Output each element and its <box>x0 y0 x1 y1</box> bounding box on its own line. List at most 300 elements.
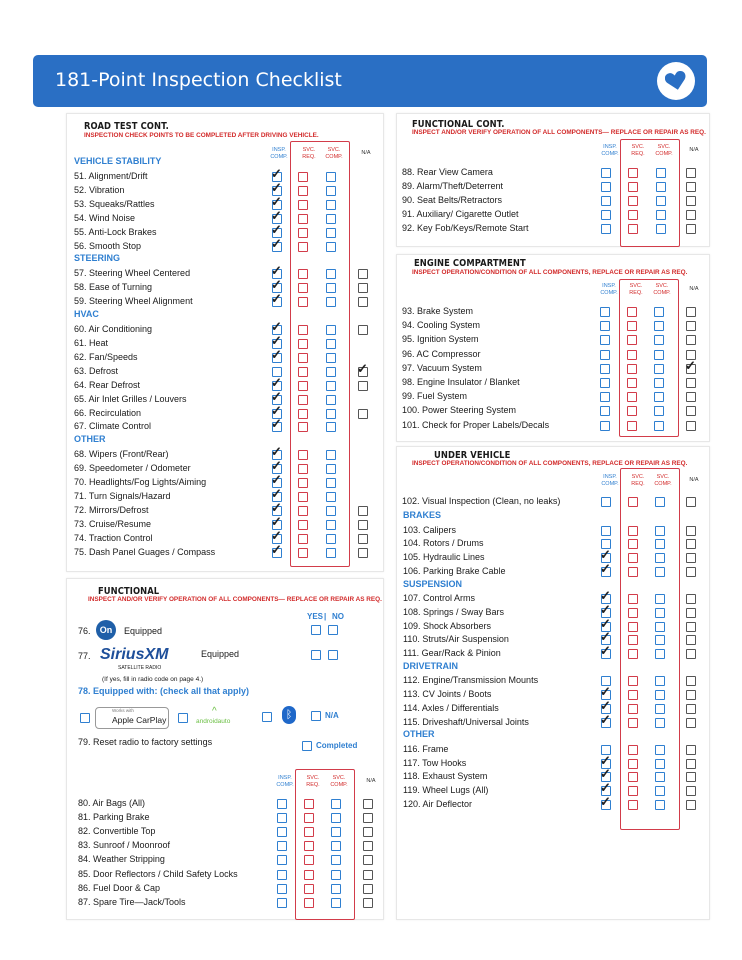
functional-item-7-svc-req-checkbox[interactable] <box>304 898 314 908</box>
functional-cont-item-2-svc-req-checkbox[interactable] <box>628 196 638 206</box>
under-vehicle-item-1-2-na-checkbox[interactable] <box>686 622 696 632</box>
functional-cont-item-0-insp-checkbox[interactable] <box>601 168 611 178</box>
engine-item-8-svc-req-checkbox[interactable] <box>627 421 637 431</box>
road-test-item-2-4-label: 64. Rear Defrost <box>74 379 141 390</box>
item-77-no-checkbox[interactable] <box>328 650 338 660</box>
road-test-item-3-7-na-checkbox[interactable] <box>358 548 368 558</box>
under-vehicle-item-1-2-svc-comp-checkbox[interactable] <box>655 622 665 632</box>
functional-item-0-insp-checkbox[interactable] <box>277 799 287 809</box>
road-test-item-3-2-svc-req-checkbox[interactable] <box>298 478 308 488</box>
road-test-item-0-5-svc-req-checkbox[interactable] <box>298 242 308 252</box>
under-vehicle-item-2-0-svc-req-checkbox[interactable] <box>628 676 638 686</box>
under-vehicle-item-0-2-label: 105. Hydraulic Lines <box>403 552 485 563</box>
under-vehicle-item-3-4-svc-req-checkbox[interactable] <box>628 800 638 810</box>
under-vehicle-item-2-3-svc-comp-checkbox[interactable] <box>655 718 665 728</box>
under-vehicle-item-3-4-svc-comp-checkbox[interactable] <box>655 800 665 810</box>
under-vehicle-item-2-2-insp-check-mark-icon: ✓ <box>600 697 611 713</box>
under-vehicle-item-2-1-insp-check-mark-icon: ✓ <box>600 684 611 700</box>
under-vehicle-item-1-4-na-checkbox[interactable] <box>686 649 696 659</box>
road-test-item-3-4-label: 72. Mirrors/Defrost <box>74 504 149 515</box>
engine-item-6-na-checkbox[interactable] <box>686 392 696 402</box>
functional-item-5-insp-checkbox[interactable] <box>277 870 287 880</box>
under-vehicle-item-0-3-svc-req-checkbox[interactable] <box>628 567 638 577</box>
functional-item-7-svc-comp-checkbox[interactable] <box>331 898 341 908</box>
road-test-item-2-0-svc-comp-checkbox[interactable] <box>326 325 336 335</box>
road-test-item-3-0-svc-req-checkbox[interactable] <box>298 450 308 460</box>
functional-cont-item-0-svc-req-checkbox[interactable] <box>628 168 638 178</box>
road-test-item-2-2-label: 62. Fan/Speeds <box>74 351 138 362</box>
under-vehicle-item-1-0-label: 107. Control Arms <box>403 593 476 604</box>
under-vehicle-item-0-2-na-checkbox[interactable] <box>686 553 696 563</box>
under-vehicle-title: UNDER VEHICLE <box>434 450 511 461</box>
under-vehicle-item-3-3-na-checkbox[interactable] <box>686 786 696 796</box>
under-vehicle-item-3-1-na-checkbox[interactable] <box>686 759 696 769</box>
road-test-item-0-2-insp-check-mark-icon: ✓ <box>271 193 282 209</box>
under-vehicle-item-1-3-svc-comp-checkbox[interactable] <box>655 635 665 645</box>
road-test-item-2-2-svc-comp-checkbox[interactable] <box>326 353 336 363</box>
engine-item-5-na-checkbox[interactable] <box>686 378 696 388</box>
under-vehicle-item-1-3-svc-req-checkbox[interactable] <box>628 635 638 645</box>
android-auto-checkbox[interactable] <box>178 713 188 723</box>
road-test-item-0-4-svc-comp-checkbox[interactable] <box>326 228 336 238</box>
under-vehicle-item-2-0-svc-comp-checkbox[interactable] <box>655 676 665 686</box>
under-vehicle-item-1-2-label: 109. Shock Absorbers <box>403 620 492 631</box>
functional-cont-item-0-label: 88. Rear View Camera <box>402 167 493 177</box>
under-vehicle-item-0-0-svc-req-checkbox[interactable] <box>628 526 638 536</box>
road-test-item-3-4-svc-comp-checkbox[interactable] <box>326 506 336 516</box>
road-test-item-0-0-insp-check-mark-icon: ✓ <box>271 166 282 181</box>
functional-item-2-insp-checkbox[interactable] <box>277 827 287 837</box>
under-vehicle-item-0-3-label: 106. Parking Brake Cable <box>403 565 506 576</box>
functional-cont-item-4-svc-comp-checkbox[interactable] <box>656 224 666 234</box>
completed-checkbox[interactable] <box>302 741 312 751</box>
functional-svc-req-col-header: SVC. REQ. <box>306 775 320 788</box>
engine-item-7-svc-req-checkbox[interactable] <box>627 406 637 416</box>
road-test-item-1-1-svc-req-checkbox[interactable] <box>298 283 308 293</box>
road-test-item-0-3-label: 54. Wind Noise <box>74 212 136 223</box>
functional-item-6-svc-comp-checkbox[interactable] <box>331 884 341 894</box>
road-test-item-1-2-svc-req-checkbox[interactable] <box>298 297 308 307</box>
road-test-item-2-1-svc-comp-checkbox[interactable] <box>326 339 336 349</box>
functional-item-0-svc-comp-checkbox[interactable] <box>331 799 341 809</box>
functional-cont-item-1-na-checkbox[interactable] <box>686 182 696 192</box>
road-test-item-3-7-svc-req-checkbox[interactable] <box>298 548 308 558</box>
under-vehicle-item-1-4-svc-req-checkbox[interactable] <box>628 649 638 659</box>
brand-heart-logo <box>657 62 695 100</box>
engine-na-col-header: N/A <box>689 286 699 292</box>
functional-item-6-label: 86. Fuel Door & Cap <box>78 882 161 893</box>
under-vehicle-subtitle: INSPECT OPERATION/CONDITION OF ALL COMPONENTS, REPLACE OR REPAIR AS REQ. <box>412 460 688 467</box>
functional-item-3-svc-req-checkbox[interactable] <box>304 841 314 851</box>
under-vehicle-item-2-3-svc-req-checkbox[interactable] <box>628 718 638 728</box>
under-vehicle-item-3-3-insp-check-mark-icon: ✓ <box>600 780 611 795</box>
under-vehicle-item-0-0-svc-comp-checkbox[interactable] <box>655 526 665 536</box>
engine-item-8-svc-comp-checkbox[interactable] <box>654 421 664 431</box>
under-vehicle-item-3-4-label: 120. Air Deflector <box>403 798 473 809</box>
road-test-item-3-6-na-checkbox[interactable] <box>358 534 368 544</box>
engine-item-3-insp-checkbox[interactable] <box>600 350 610 360</box>
under-vehicle-item-1-2-svc-req-checkbox[interactable] <box>628 622 638 632</box>
under-vehicle-item-3-3-svc-comp-checkbox[interactable] <box>655 786 665 796</box>
functional-item-7-na-checkbox[interactable] <box>363 898 373 908</box>
road-test-item-0-1-svc-comp-checkbox[interactable] <box>326 186 336 196</box>
road-test-item-1-2-svc-comp-checkbox[interactable] <box>326 297 336 307</box>
engine-item-7-insp-checkbox[interactable] <box>600 406 610 416</box>
functional-item-6-na-checkbox[interactable] <box>363 884 373 894</box>
engine-item-3-svc-comp-checkbox[interactable] <box>654 350 664 360</box>
road-test-item-2-5-svc-comp-checkbox[interactable] <box>326 395 336 405</box>
functional-item-6-svc-req-checkbox[interactable] <box>304 884 314 894</box>
functional-cont-na-col-header: N/A <box>689 147 699 153</box>
road-test-item-0-3-svc-comp-checkbox[interactable] <box>326 214 336 224</box>
under-vehicle-item-1-0-svc-req-checkbox[interactable] <box>628 594 638 604</box>
road-test-item-3-1-svc-comp-checkbox[interactable] <box>326 464 336 474</box>
road-test-item-3-7-insp-check-mark-icon: ✓ <box>271 541 282 557</box>
engine-item-3-svc-req-checkbox[interactable] <box>627 350 637 360</box>
functional-item-3-na-checkbox[interactable] <box>363 841 373 851</box>
engine-item-2-svc-comp-checkbox[interactable] <box>654 335 664 345</box>
functional-item-5-svc-comp-checkbox[interactable] <box>331 870 341 880</box>
item-77-yes-checkbox[interactable] <box>311 650 321 660</box>
engine-item-5-svc-req-checkbox[interactable] <box>627 378 637 388</box>
engine-item-1-svc-comp-checkbox[interactable] <box>654 321 664 331</box>
road-test-item-3-5-svc-comp-checkbox[interactable] <box>326 520 336 530</box>
engine-item-8-na-checkbox[interactable] <box>686 421 696 431</box>
under-vehicle-item-2-1-na-checkbox[interactable] <box>686 690 696 700</box>
functional-cont-item-1-svc-comp-checkbox[interactable] <box>656 182 666 192</box>
under-vehicle-item-102-svc-req-checkbox[interactable] <box>628 497 638 507</box>
road-test-item-3-5-svc-req-checkbox[interactable] <box>298 520 308 530</box>
under-vehicle-item-3-0-svc-req-checkbox[interactable] <box>628 745 638 755</box>
functional-item-4-na-checkbox[interactable] <box>363 855 373 865</box>
road-test-item-0-5-label: 56. Smooth Stop <box>74 240 142 251</box>
road-test-section-3: OTHER <box>74 434 106 445</box>
road-test-item-3-3-svc-comp-checkbox[interactable] <box>326 492 336 502</box>
onstar-logo: On <box>96 620 116 640</box>
sirius-note: (If yes, fill in radio code on page 4.) <box>102 676 204 683</box>
road-test-item-2-7-svc-req-checkbox[interactable] <box>298 422 308 432</box>
under-vehicle-item-1-0-svc-comp-checkbox[interactable] <box>655 594 665 604</box>
under-vehicle-item-1-1-label: 108. Springs / Sway Bars <box>403 606 505 617</box>
functional-cont-subtitle: INSPECT AND/OR VERIFY OPERATION OF ALL COMPONENTS— REPLACE OR REPAIR AS REQ. <box>412 129 706 136</box>
engine-item-2-label: 95. Ignition System <box>402 334 479 345</box>
road-test-item-0-1-label: 52. Vibration <box>74 184 125 195</box>
under-vehicle-section-1: SUSPENSION <box>403 578 463 589</box>
under-vehicle-item-0-3-na-checkbox[interactable] <box>686 567 696 577</box>
engine-item-8-insp-checkbox[interactable] <box>600 421 610 431</box>
under-vehicle-item-1-1-svc-req-checkbox[interactable] <box>628 608 638 618</box>
road-test-item-0-2-svc-comp-checkbox[interactable] <box>326 200 336 210</box>
road-test-item-3-1-insp-check-mark-icon: ✓ <box>271 458 282 474</box>
road-test-item-3-4-na-checkbox[interactable] <box>358 506 368 516</box>
under-vehicle-item-0-3-insp-check-mark-icon: ✓ <box>600 560 611 576</box>
under-vehicle-item-2-0-na-checkbox[interactable] <box>686 676 696 686</box>
under-vehicle-item-3-3-svc-req-checkbox[interactable] <box>628 786 638 796</box>
functional-item-1-label: 81. Parking Brake <box>78 812 150 823</box>
functional-cont-item-3-insp-checkbox[interactable] <box>601 210 611 220</box>
road-test-item-2-1-label: 61. Heat <box>74 338 109 348</box>
road-test-item-3-6-svc-req-checkbox[interactable] <box>298 534 308 544</box>
under-vehicle-item-3-4-na-checkbox[interactable] <box>686 800 696 810</box>
functional-cont-item-4-insp-checkbox[interactable] <box>601 224 611 234</box>
road-test-item-1-0-svc-req-checkbox[interactable] <box>298 269 308 279</box>
road-test-item-2-3-svc-req-checkbox[interactable] <box>298 367 308 377</box>
road-test-section-0: VEHICLE STABILITY <box>74 156 162 166</box>
engine-item-0-svc-comp-checkbox[interactable] <box>654 307 664 317</box>
road-test-item-2-6-svc-comp-checkbox[interactable] <box>326 409 336 419</box>
under-vehicle-item-3-0-na-checkbox[interactable] <box>686 745 696 755</box>
functional-cont-item-4-na-checkbox[interactable] <box>686 224 696 234</box>
bluetooth-checkbox[interactable] <box>262 712 272 722</box>
engine-item-7-svc-comp-checkbox[interactable] <box>654 406 664 416</box>
yes-label: YES <box>307 612 324 621</box>
road-test-item-0-5-insp-check-mark-icon: ✓ <box>271 235 282 251</box>
functional-cont-item-2-label: 90. Seat Belts/Retractors <box>402 194 503 205</box>
under-vehicle-item-0-0-na-checkbox[interactable] <box>686 526 696 536</box>
item-76-no-checkbox[interactable] <box>328 625 338 635</box>
road-test-item-3-3-svc-req-checkbox[interactable] <box>298 492 308 502</box>
road-test-item-2-1-svc-req-checkbox[interactable] <box>298 339 308 349</box>
road-test-item-3-0-svc-comp-checkbox[interactable] <box>326 450 336 460</box>
functional-cont-item-3-svc-comp-checkbox[interactable] <box>656 210 666 220</box>
engine-item-5-insp-checkbox[interactable] <box>600 378 610 388</box>
functional-item-0-svc-req-checkbox[interactable] <box>304 799 314 809</box>
functional-item-5-svc-req-checkbox[interactable] <box>304 870 314 880</box>
android-auto-icon: ^ <box>212 706 217 717</box>
road-test-item-3-1-svc-req-checkbox[interactable] <box>298 464 308 474</box>
under-vehicle-item-1-1-svc-comp-checkbox[interactable] <box>655 608 665 618</box>
road-test-item-1-0-na-checkbox[interactable] <box>358 269 368 279</box>
functional-cont-item-1-insp-checkbox[interactable] <box>601 182 611 192</box>
under-vehicle-item-0-1-svc-req-checkbox[interactable] <box>628 539 638 549</box>
road-test-item-2-0-na-checkbox[interactable] <box>358 325 368 335</box>
functional-item-3-insp-checkbox[interactable] <box>277 841 287 851</box>
under-vehicle-item-3-2-svc-req-checkbox[interactable] <box>628 772 638 782</box>
road-test-item-2-6-insp-check-mark-icon: ✓ <box>271 402 282 418</box>
under-vehicle-item-0-3-svc-comp-checkbox[interactable] <box>655 567 665 577</box>
engine-item-2-svc-req-checkbox[interactable] <box>627 335 637 345</box>
engine-item-6-label: 99. Fuel System <box>402 391 468 402</box>
road-test-item-2-4-insp-check-mark-icon: ✓ <box>271 374 282 390</box>
under-vehicle-item-1-4-svc-comp-checkbox[interactable] <box>655 649 665 659</box>
road-test-item-0-2-svc-req-checkbox[interactable] <box>298 200 308 210</box>
under-vehicle-item-102-na-checkbox[interactable] <box>686 497 696 507</box>
under-vehicle-na-col-header: N/A <box>689 477 699 483</box>
road-test-item-1-1-label: 58. Ease of Turning <box>74 282 153 293</box>
functional-item-2-svc-req-checkbox[interactable] <box>304 827 314 837</box>
road-test-item-2-3-svc-comp-checkbox[interactable] <box>326 367 336 377</box>
road-test-item-3-2-svc-comp-checkbox[interactable] <box>326 478 336 488</box>
road-test-item-1-2-insp-check-mark-icon: ✓ <box>271 291 282 307</box>
under-vehicle-item-3-4-insp-check-mark-icon: ✓ <box>600 793 611 809</box>
functional-item-0-label: 80. Air Bags (All) <box>78 798 146 808</box>
road-test-item-2-4-svc-req-checkbox[interactable] <box>298 381 308 391</box>
road-test-item-2-6-na-checkbox[interactable] <box>358 409 368 419</box>
road-test-item-2-4-svc-comp-checkbox[interactable] <box>326 381 336 391</box>
under-vehicle-item-2-2-na-checkbox[interactable] <box>686 704 696 714</box>
road-test-item-2-7-svc-comp-checkbox[interactable] <box>326 422 336 432</box>
road-test-item-2-2-svc-req-checkbox[interactable] <box>298 353 308 363</box>
functional-cont-item-0-svc-comp-checkbox[interactable] <box>656 168 666 178</box>
functional-item-1-svc-req-checkbox[interactable] <box>304 813 314 823</box>
engine-item-4-svc-comp-checkbox[interactable] <box>654 364 664 374</box>
under-vehicle-item-0-0-label: 103. Calipers <box>403 524 457 535</box>
under-vehicle-item-3-0-svc-comp-checkbox[interactable] <box>655 745 665 755</box>
road-test-item-0-4-svc-req-checkbox[interactable] <box>298 228 308 238</box>
functional-item-1-insp-checkbox[interactable] <box>277 813 287 823</box>
engine-item-7-na-checkbox[interactable] <box>686 406 696 416</box>
road-test-item-1-1-svc-comp-checkbox[interactable] <box>326 283 336 293</box>
functional-cont-item-2-svc-comp-checkbox[interactable] <box>656 196 666 206</box>
road-test-item-2-0-insp-check-mark-icon: ✓ <box>271 319 282 335</box>
engine-item-0-svc-req-checkbox[interactable] <box>627 307 637 317</box>
functional-cont-item-1-svc-req-checkbox[interactable] <box>628 182 638 192</box>
road-test-na-col-header: N/A <box>361 150 371 156</box>
road-test-item-1-0-insp-check-mark-icon: ✓ <box>271 263 282 279</box>
road-test-item-3-5-na-checkbox[interactable] <box>358 520 368 530</box>
functional-item-7-label: 87. Spare Tire—Jack/Tools <box>78 896 186 907</box>
engine-title: ENGINE COMPARTMENT <box>414 258 526 269</box>
functional-item-4-svc-req-checkbox[interactable] <box>304 855 314 865</box>
functional-item-5-na-checkbox[interactable] <box>363 870 373 880</box>
na-radio-checkbox[interactable] <box>311 711 321 721</box>
functional-item-3-label: 83. Sunroof / Moonroof <box>78 840 171 851</box>
functional-cont-item-2-insp-checkbox[interactable] <box>601 196 611 206</box>
road-test-item-2-1-insp-check-mark-icon: ✓ <box>271 333 282 348</box>
functional-item-6-insp-checkbox[interactable] <box>277 884 287 894</box>
road-test-item-0-3-insp-check-mark-icon: ✓ <box>271 207 282 223</box>
siriusxm-logo-sub: SATELLITE RADIO <box>118 665 162 671</box>
under-vehicle-item-102-insp-checkbox[interactable] <box>601 497 611 507</box>
carplay-checkbox[interactable] <box>80 713 90 723</box>
under-vehicle-item-3-2-na-checkbox[interactable] <box>686 772 696 782</box>
functional-item-2-na-checkbox[interactable] <box>363 827 373 837</box>
road-test-item-3-6-svc-comp-checkbox[interactable] <box>326 534 336 544</box>
road-test-item-0-2-label: 53. Squeaks/Rattles <box>74 198 155 209</box>
under-vehicle-item-1-4-label: 111. Gear/Rack & Pinion <box>403 648 501 658</box>
under-vehicle-item-0-1-na-checkbox[interactable] <box>686 539 696 549</box>
engine-item-4-insp-checkbox[interactable] <box>600 364 610 374</box>
engine-item-2-insp-checkbox[interactable] <box>600 335 610 345</box>
road-test-item-3-4-svc-req-checkbox[interactable] <box>298 506 308 516</box>
under-vehicle-item-0-2-svc-comp-checkbox[interactable] <box>655 553 665 563</box>
road-test-item-2-6-svc-req-checkbox[interactable] <box>298 409 308 419</box>
under-vehicle-svc-comp-col-header: SVC. COMP. <box>654 474 672 487</box>
engine-item-2-na-checkbox[interactable] <box>686 335 696 345</box>
engine-item-1-svc-req-checkbox[interactable] <box>627 321 637 331</box>
functional-cont-item-1-label: 89. Alarm/Theft/Deterrent <box>402 180 504 191</box>
road-test-item-2-0-svc-req-checkbox[interactable] <box>298 325 308 335</box>
engine-item-1-na-checkbox[interactable] <box>686 321 696 331</box>
under-vehicle-item-102-svc-comp-checkbox[interactable] <box>655 497 665 507</box>
engine-item-0-na-checkbox[interactable] <box>686 307 696 317</box>
functional-item-4-insp-checkbox[interactable] <box>277 855 287 865</box>
under-vehicle-item-1-1-na-checkbox[interactable] <box>686 608 696 618</box>
engine-item-5-svc-comp-checkbox[interactable] <box>654 378 664 388</box>
road-test-item-3-0-label: 68. Wipers (Front/Rear) <box>74 449 169 460</box>
under-vehicle-item-3-1-label: 117. Tow Hooks <box>403 757 467 768</box>
under-vehicle-item-0-2-svc-req-checkbox[interactable] <box>628 553 638 563</box>
functional-cont-item-3-svc-req-checkbox[interactable] <box>628 210 638 220</box>
under-vehicle-insp-col-header: INSP. COMP. <box>601 474 619 487</box>
road-test-item-0-5-svc-comp-checkbox[interactable] <box>326 242 336 252</box>
engine-item-6-svc-req-checkbox[interactable] <box>627 392 637 402</box>
under-vehicle-item-2-3-na-checkbox[interactable] <box>686 718 696 728</box>
functional-item-3-svc-comp-checkbox[interactable] <box>331 841 341 851</box>
road-test-item-2-6-label: 66. Recirculation <box>74 407 142 418</box>
functional-item-5-label: 85. Door Reflectors / Child Safety Locks <box>78 868 238 879</box>
carplay-label: Apple CarPlay <box>112 715 167 725</box>
item-76-yes-checkbox[interactable] <box>311 625 321 635</box>
functional-cont-item-0-na-checkbox[interactable] <box>686 168 696 178</box>
functional-item-1-na-checkbox[interactable] <box>363 813 373 823</box>
road-test-item-3-1-label: 69. Speedometer / Odometer <box>74 463 191 474</box>
functional-cont-item-4-svc-req-checkbox[interactable] <box>628 224 638 234</box>
road-test-item-0-1-svc-req-checkbox[interactable] <box>298 186 308 196</box>
functional-item-4-svc-comp-checkbox[interactable] <box>331 855 341 865</box>
road-test-item-2-4-na-checkbox[interactable] <box>358 381 368 391</box>
engine-item-6-insp-checkbox[interactable] <box>600 392 610 402</box>
engine-item-4-na-check-mark-icon: ✓ <box>685 357 696 373</box>
under-vehicle-item-3-2-svc-comp-checkbox[interactable] <box>655 772 665 782</box>
functional-cont-item-2-na-checkbox[interactable] <box>686 196 696 206</box>
road-test-item-3-0-insp-check-mark-icon: ✓ <box>271 444 282 460</box>
road-test-item-0-3-svc-req-checkbox[interactable] <box>298 214 308 224</box>
functional-item-2-svc-comp-checkbox[interactable] <box>331 827 341 837</box>
under-vehicle-item-3-1-svc-req-checkbox[interactable] <box>628 759 638 769</box>
road-test-item-1-2-na-checkbox[interactable] <box>358 297 368 307</box>
engine-item-4-svc-req-checkbox[interactable] <box>627 364 637 374</box>
under-vehicle-item-2-1-svc-req-checkbox[interactable] <box>628 690 638 700</box>
under-vehicle-item-1-0-na-checkbox[interactable] <box>686 594 696 604</box>
functional-cont-item-3-na-checkbox[interactable] <box>686 210 696 220</box>
under-vehicle-section-0: BRAKES <box>403 510 442 520</box>
under-vehicle-item-1-3-na-checkbox[interactable] <box>686 635 696 645</box>
road-test-item-1-2-label: 59. Steering Wheel Alignment <box>74 296 193 307</box>
engine-item-1-insp-checkbox[interactable] <box>600 321 610 331</box>
under-vehicle-item-0-1-svc-comp-checkbox[interactable] <box>655 539 665 549</box>
road-test-item-3-7-svc-comp-checkbox[interactable] <box>326 548 336 558</box>
functional-item-1-svc-comp-checkbox[interactable] <box>331 813 341 823</box>
road-test-item-3-2-label: 70. Headlights/Fog Lights/Aiming <box>74 477 207 488</box>
under-vehicle-item-3-1-svc-comp-checkbox[interactable] <box>655 759 665 769</box>
engine-item-1-label: 94. Cooling System <box>402 320 481 331</box>
road-test-item-3-4-insp-check-mark-icon: ✓ <box>271 499 282 515</box>
functional-item-7-insp-checkbox[interactable] <box>277 898 287 908</box>
road-test-item-3-2-insp-check-mark-icon: ✓ <box>271 472 282 488</box>
under-vehicle-item-0-0-insp-checkbox[interactable] <box>601 526 611 536</box>
siriusxm-logo: SiriusXM <box>100 646 169 663</box>
under-vehicle-item-3-3-label: 119. Wheel Lugs (All) <box>403 785 489 795</box>
road-test-item-1-0-svc-comp-checkbox[interactable] <box>326 269 336 279</box>
functional-insp-col-header: INSP. COMP. <box>276 775 294 788</box>
road-test-item-1-1-na-checkbox[interactable] <box>358 283 368 293</box>
under-vehicle-item-2-1-svc-comp-checkbox[interactable] <box>655 690 665 700</box>
road-test-item-0-0-svc-req-checkbox[interactable] <box>298 172 308 182</box>
engine-item-4-label: 97. Vacuum System <box>402 362 482 373</box>
engine-item-6-svc-comp-checkbox[interactable] <box>654 392 664 402</box>
engine-item-7-label: 100. Power Steering System <box>402 405 517 416</box>
functional-item-0-na-checkbox[interactable] <box>363 799 373 809</box>
engine-item-0-insp-checkbox[interactable] <box>600 307 610 317</box>
under-vehicle-item-2-2-svc-req-checkbox[interactable] <box>628 704 638 714</box>
under-vehicle-svc-req-col-header: SVC. REQ. <box>631 474 645 487</box>
road-test-item-0-0-svc-comp-checkbox[interactable] <box>326 172 336 182</box>
under-vehicle-item-3-1-insp-check-mark-icon: ✓ <box>600 752 611 768</box>
road-test-item-3-3-label: 71. Turn Signals/Hazard <box>74 491 171 501</box>
road-test-item-2-5-svc-req-checkbox[interactable] <box>298 395 308 405</box>
under-vehicle-item-2-2-svc-comp-checkbox[interactable] <box>655 704 665 714</box>
